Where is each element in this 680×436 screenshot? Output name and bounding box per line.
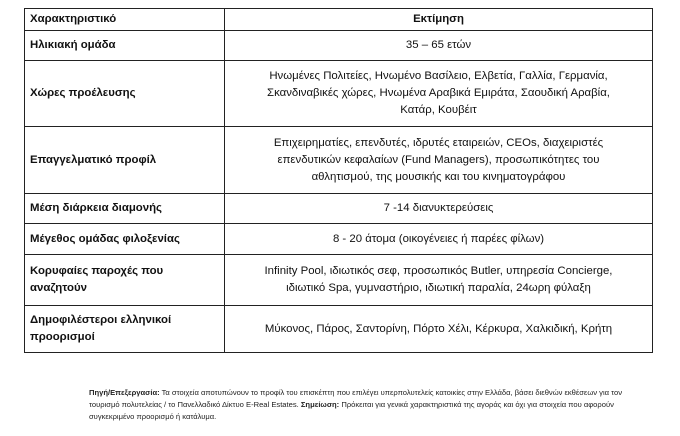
row-label: Δημοφιλέστεροι ελληνικοί προορισμοί [25, 306, 225, 353]
row-value: 35 – 65 ετών [225, 31, 653, 61]
row-value: Infinity Pool, ιδιωτικός σεφ, προσωπικός Butler, υπηρεσία Concierge, ιδιωτικό Spa, γυμναστήριο, ιδιωτική παραλία, 24ωρη φύλαξη [225, 255, 653, 306]
note-text: Πρόκειται για γενικά χαρακτηριστικά της αγοράς και όχι για στοιχεία που αφορούν συγκεκριμένο προορισμό ή κατάλυμα. [89, 400, 614, 422]
row-label: Κορυφαίες παροχές που αναζητούν [25, 255, 225, 306]
source-footnote [89, 387, 651, 424]
row-label: Χώρες προέλευσης [25, 61, 225, 127]
row-label: Ηλικιακή ομάδα [25, 31, 225, 61]
header-characteristic: Χαρακτηριστικό [25, 9, 225, 31]
note-label: Σημείωση: [300, 400, 340, 410]
row-label: Μέση διάρκεια διαμονής [25, 194, 225, 224]
table-row-group-size [25, 224, 653, 255]
row-value: Επιχειρηματίες, επενδυτές, ιδρυτές εταιρειών, CEOs, διαχειριστές επενδυτικών κεφαλαίων (Fund Managers), προσωπικότητες του αθλητισμού, της μουσικής και του κινηματογράφου [225, 127, 653, 194]
table-row-age-group [25, 31, 653, 61]
header-estimate: Εκτίμηση [225, 9, 653, 31]
table-row-stay-duration [25, 194, 653, 224]
row-value: 7 -14 διανυκτερεύσεις [225, 194, 653, 224]
source-label: Πηγή/Επεξεργασία: [89, 388, 160, 397]
visitor-profile-table [24, 8, 653, 353]
row-value: Ηνωμένες Πολιτείες, Ηνωμένο Βασίλειο, Ελβετία, Γαλλία, Γερμανία, Σκανδιναβικές χώρες, Ηνωμένα Αραβικά Εμιράτα, Σαουδική Αραβία, Κατάρ, Κουβέιτ [225, 61, 653, 127]
table-row-professional-profile [25, 127, 653, 194]
table-row-countries [25, 61, 653, 127]
table-header-row [25, 9, 653, 31]
table-row-amenities [25, 255, 653, 306]
table-row-destinations [25, 306, 653, 353]
row-value: Μύκονος, Πάρος, Σαντορίνη, Πόρτο Χέλι, Κέρκυρα, Χαλκιδική, Κρήτη [225, 306, 653, 353]
row-value: 8 - 20 άτομα (οικογένειες ή παρέες φίλων) [225, 224, 653, 255]
row-label: Μέγεθος ομάδας φιλοξενίας [25, 224, 225, 255]
row-label: Επαγγελματικό προφίλ [25, 127, 225, 194]
source-text: Τα στοιχεία αποτυπώνουν το προφίλ του επισκέπτη που επιλέγει υπερπολυτελείς κατοικίες στην Ελλάδα, βάσει διεθνών εκθέσεων για τον τουρισμό πολυτελείας / το Πανελλαδικό Δίκτυο E-Real Estates. [89, 388, 623, 410]
